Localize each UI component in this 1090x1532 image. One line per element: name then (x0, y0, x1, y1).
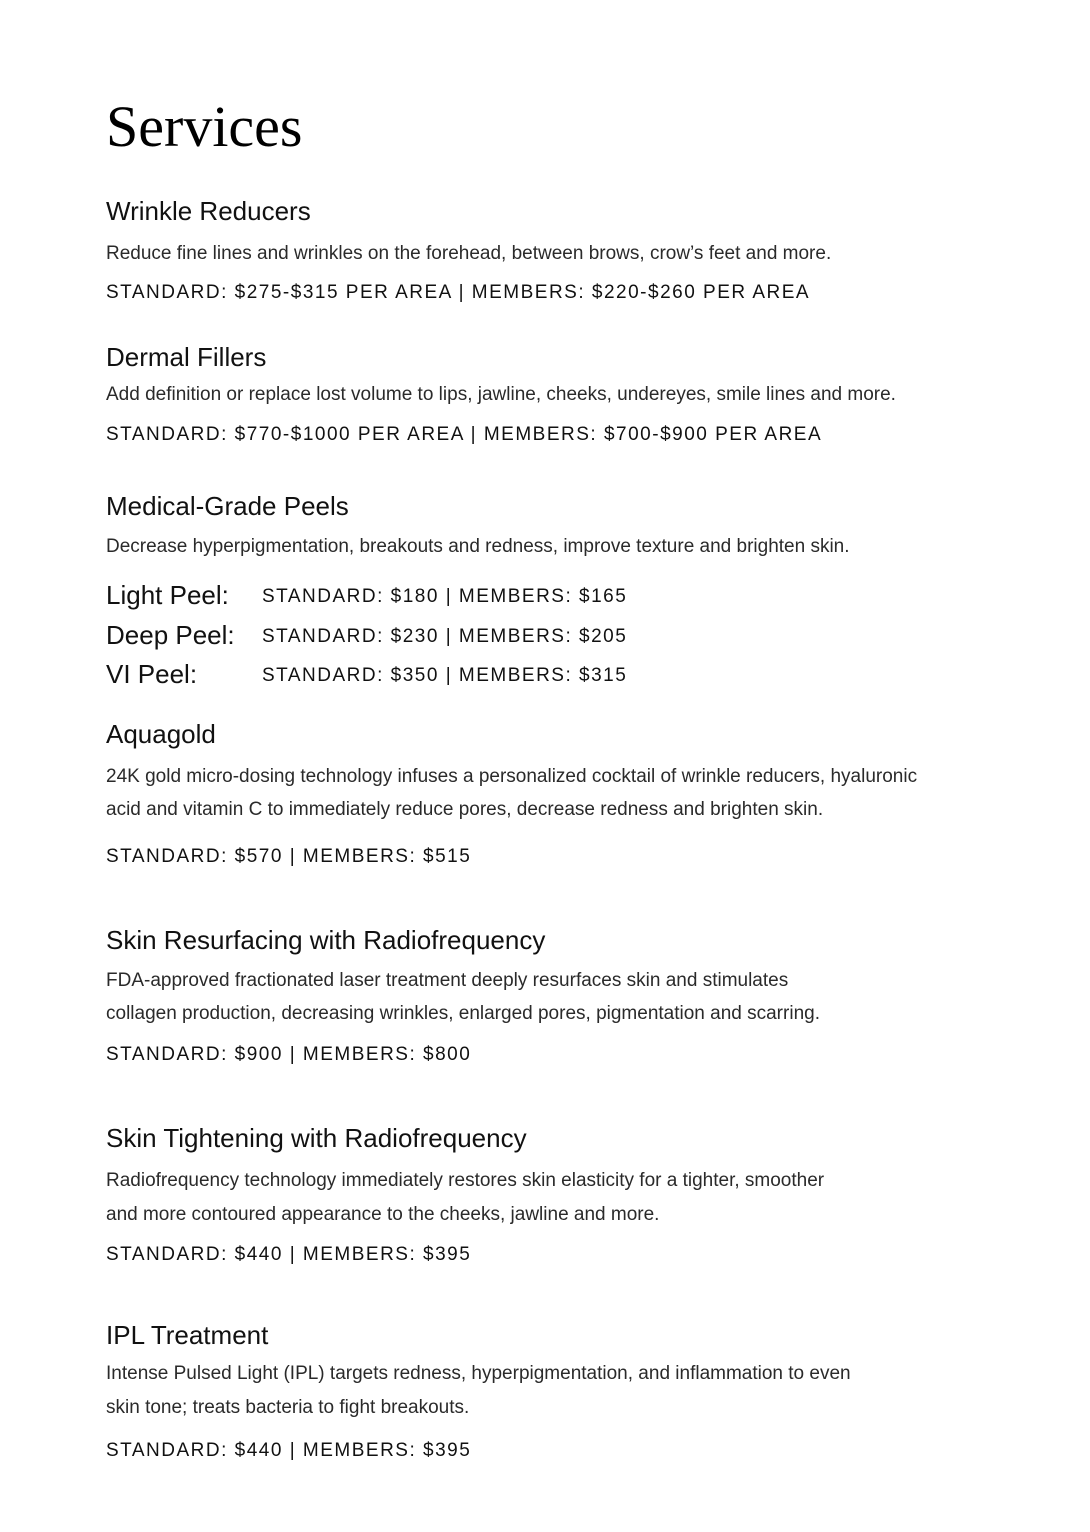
page-title: Services (106, 94, 303, 159)
service-title-wrinkle-reducers: Wrinkle Reducers (106, 196, 311, 226)
service-price-dermal-fillers: STANDARD: $770-$1000 PER AREA | MEMBERS: $700-$900 PER AREA (106, 424, 823, 445)
service-title-dermal-fillers: Dermal Fillers (106, 342, 267, 372)
service-description-medical-grade-peels: Decrease hyperpigmentation, breakouts and redness, improve texture and brighten skin. (106, 536, 850, 557)
service-description-ipl-treatment-line-2: skin tone; treats bacteria to fight breakouts. (106, 1397, 470, 1418)
service-title-skin-tightening: Skin Tightening with Radiofrequency (106, 1123, 527, 1153)
service-title-skin-resurfacing: Skin Resurfacing with Radiofrequency (106, 925, 546, 955)
service-description-skin-tightening-line-2: and more contoured appearance to the cheeks, jawline and more. (106, 1204, 660, 1225)
service-title-medical-grade-peels: Medical-Grade Peels (106, 491, 349, 521)
service-description-skin-resurfacing-line-1: FDA-approved fractionated laser treatment deeply resurfaces skin and stimulates (106, 970, 789, 991)
peel-label-light: Light Peel: (106, 580, 229, 610)
service-description-dermal-fillers: Add definition or replace lost volume to lips, jawline, cheeks, undereyes, smile lines and more. (106, 384, 896, 405)
peel-label-vi: VI Peel: (106, 659, 198, 689)
service-description-skin-resurfacing-line-2: collagen production, decreasing wrinkles, enlarged pores, pigmentation and scarring. (106, 1003, 820, 1024)
peel-price-light: STANDARD: $180 | MEMBERS: $165 (262, 586, 628, 607)
service-price-wrinkle-reducers: STANDARD: $275-$315 PER AREA | MEMBERS: $220-$260 PER AREA (106, 282, 811, 303)
peel-label-deep: Deep Peel: (106, 620, 235, 650)
peel-price-vi: STANDARD: $350 | MEMBERS: $315 (262, 665, 628, 686)
service-title-aquagold: Aquagold (106, 719, 216, 749)
service-description-wrinkle-reducers: Reduce fine lines and wrinkles on the forehead, between brows, crow’s feet and more. (106, 243, 832, 264)
service-price-skin-tightening: STANDARD: $440 | MEMBERS: $395 (106, 1244, 472, 1265)
service-description-aquagold-line-2: acid and vitamin C to immediately reduce pores, decrease redness and brighten skin. (106, 799, 824, 820)
service-description-skin-tightening-line-1: Radiofrequency technology immediately restores skin elasticity for a tighter, smoother (106, 1170, 825, 1191)
peel-price-deep: STANDARD: $230 | MEMBERS: $205 (262, 626, 628, 647)
service-price-skin-resurfacing: STANDARD: $900 | MEMBERS: $800 (106, 1044, 472, 1065)
service-price-ipl-treatment: STANDARD: $440 | MEMBERS: $395 (106, 1440, 472, 1461)
service-description-aquagold-line-1: 24K gold micro-dosing technology infuses a personalized cocktail of wrinkle reducers, hyaluronic (106, 766, 918, 787)
service-description-ipl-treatment-line-1: Intense Pulsed Light (IPL) targets redness, hyperpigmentation, and inflammation to even (106, 1363, 851, 1384)
service-price-aquagold: STANDARD: $570 | MEMBERS: $515 (106, 846, 472, 867)
service-title-ipl-treatment: IPL Treatment (106, 1320, 269, 1350)
